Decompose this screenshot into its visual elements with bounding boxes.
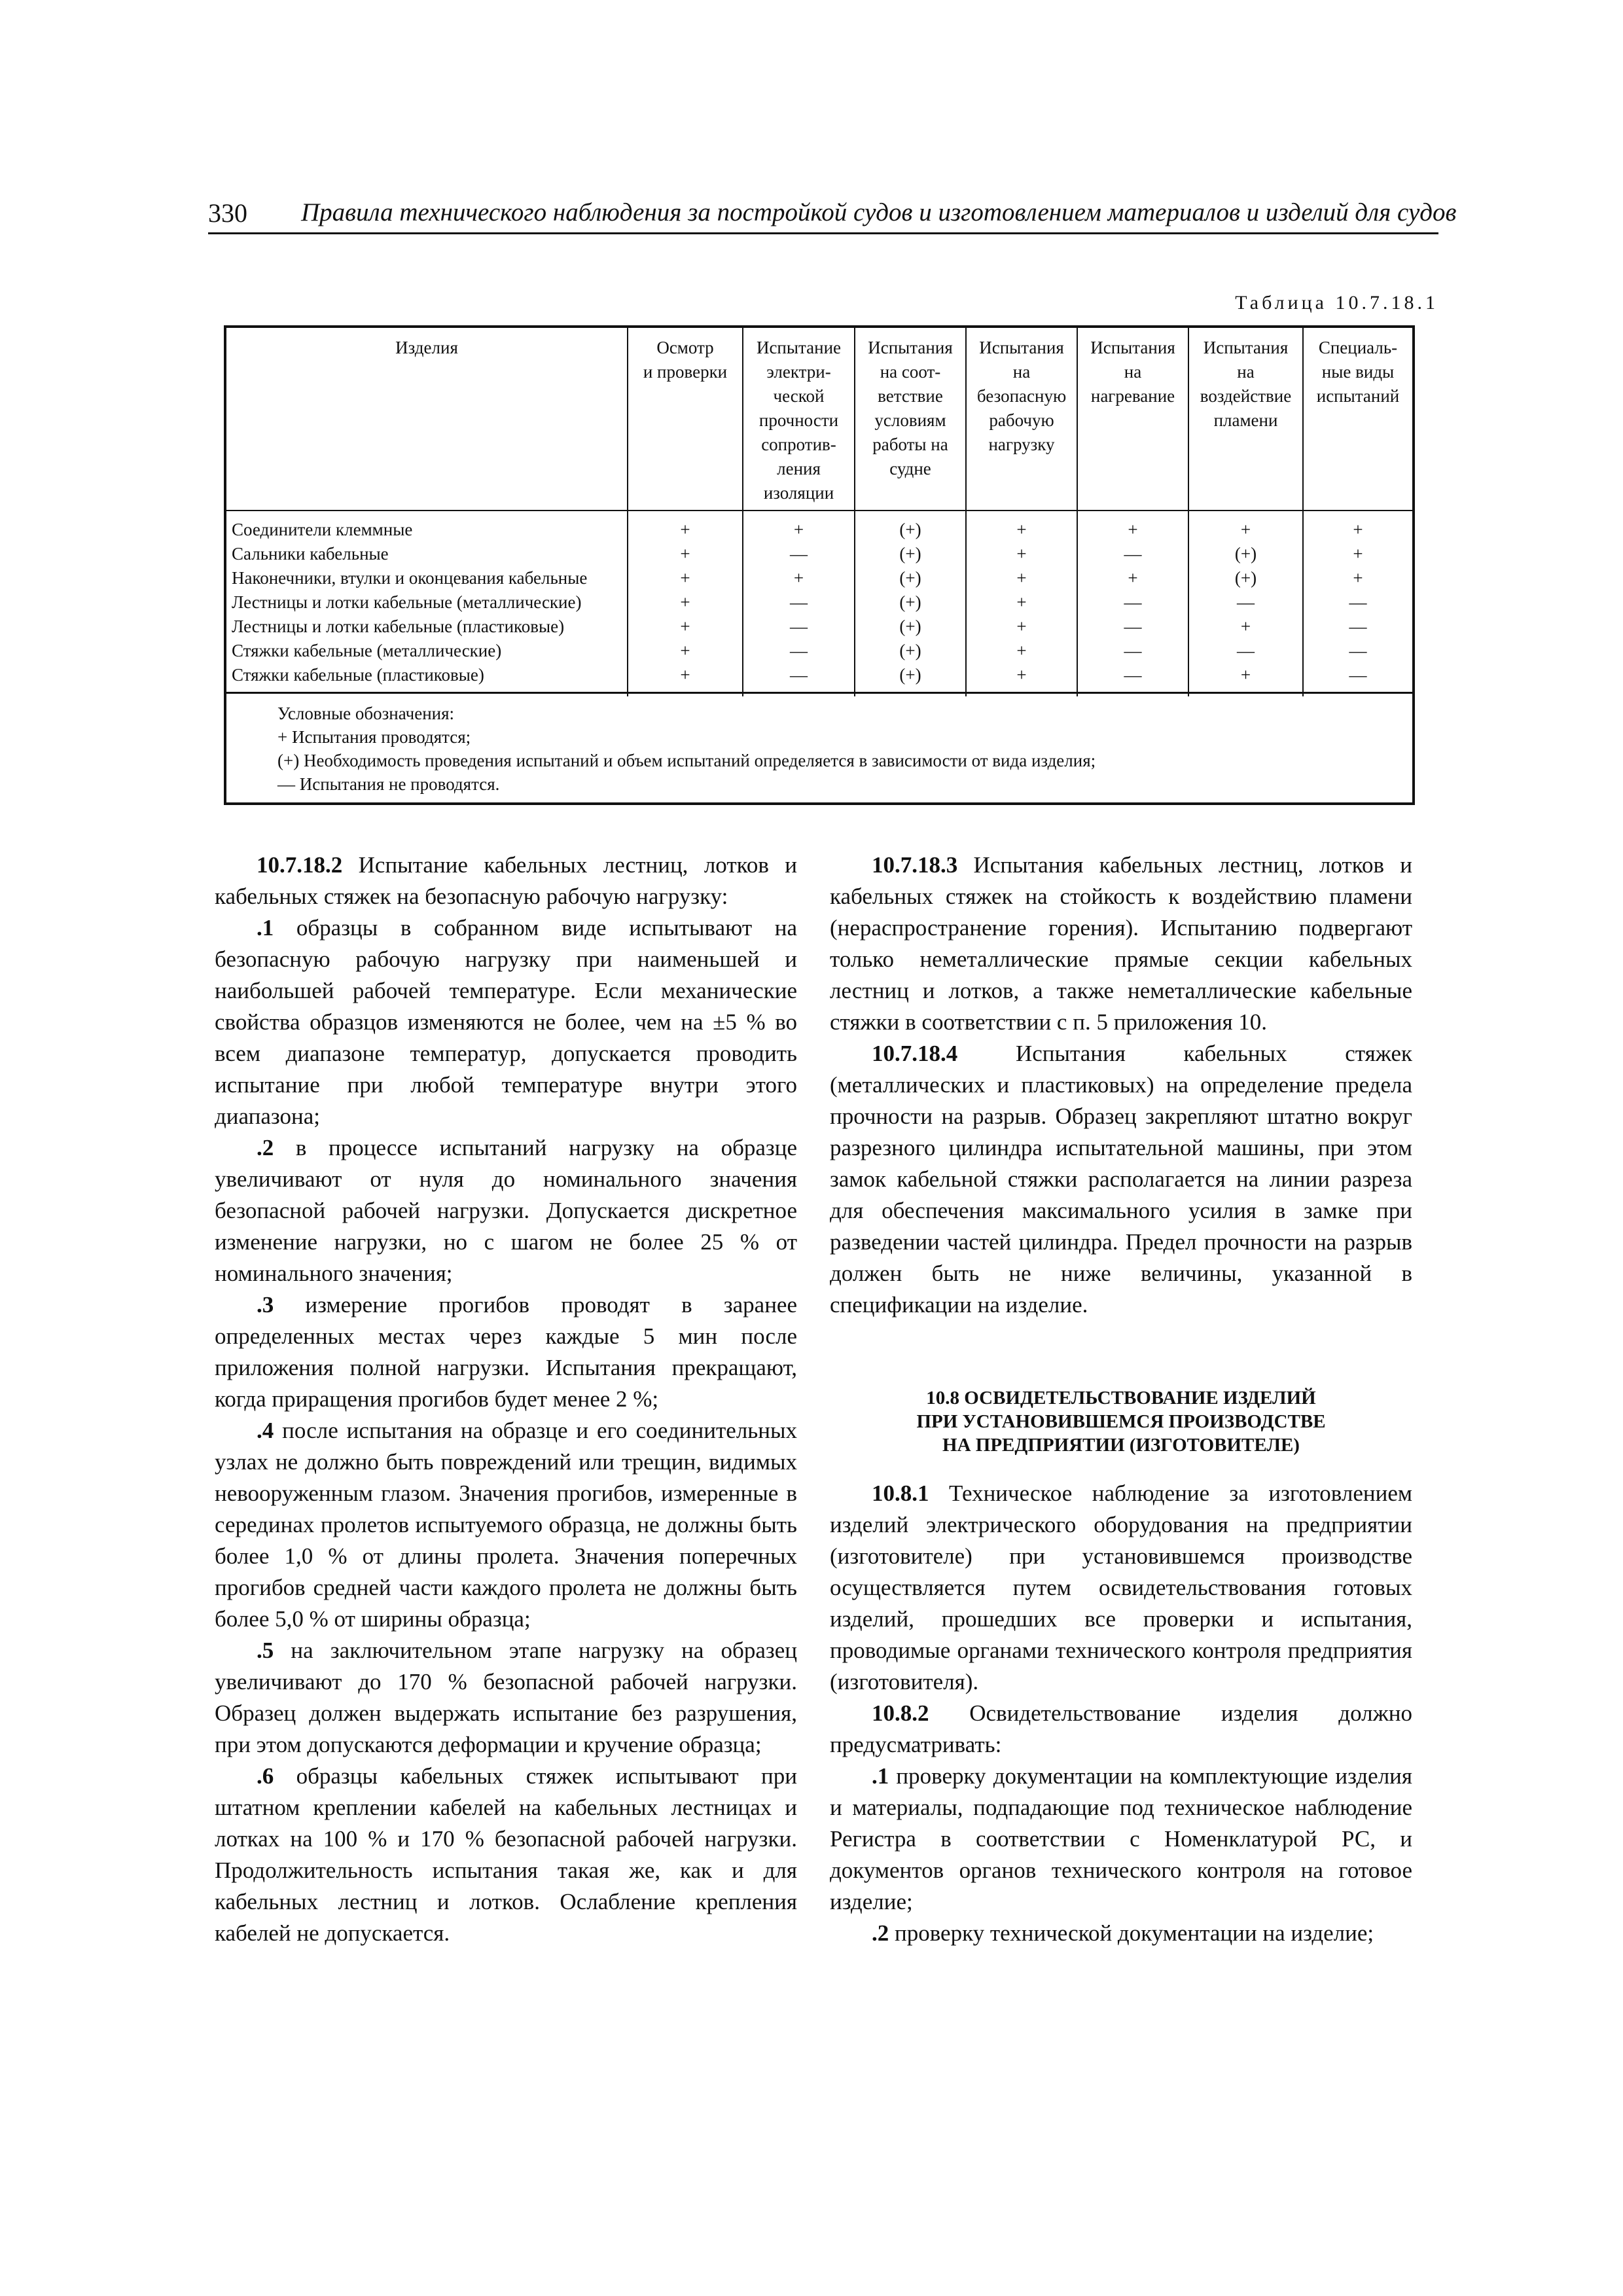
paragraph-text: на заключительном этапе нагрузку на образец увеличивают до 170 % безопасной рабочей нагрузки. Образец должен выдержать испытание без разрушения, при этом допускаются деформации и кручение образца; [215,1638,797,1757]
legend-line: (+) Необходимость проведения испытаний и объем испытаний определяется в зависимости от вида изделия; [277,751,1096,770]
paragraph-text: Техническое наблюдение за изготовлением изделий электрического оборудования на предприятии (изготовителе) при установившемся производстве осуществляется путем освидетельствования готовых изделий, прошедших все проверки и испытания, проводимые органами технического контроля предприятия (изготовителя). [830,1480,1412,1695]
test-mark-cell: + [1303,566,1412,590]
header-rule [208,232,1438,234]
table-row [226,615,1412,639]
column-header-line: и проверки [643,362,728,382]
paragraph [215,850,797,912]
column-header [1303,328,1412,511]
section-heading [830,1386,1412,1457]
paragraph-number: .6 [257,1763,274,1789]
test-mark-cell: + [1188,663,1303,696]
legend-line: Условные обозначения: [277,704,455,723]
paragraph-number: .3 [257,1292,274,1318]
test-mark-cell: — [1303,639,1412,663]
column-header-line: испытаний [1316,386,1400,406]
column-header-line: на [1237,362,1255,382]
column-header [226,328,628,511]
column-header-line: ные виды [1321,362,1395,382]
test-mark-cell: + [628,615,743,639]
column-header-line: ческой [773,386,825,406]
column-header-line: безопасную [976,386,1067,406]
table-legend [226,692,1412,802]
paragraph-text: Испытания кабельных лестниц, лотков и кабельных стяжек на стойкость к воздействию пламени (нераспространение горения). Испытанию подвергают только неметаллические прямые секции кабельных лестниц и лотков, а также неметаллические кабельные стяжки в соответствии с п. 5 приложения 10. [830,852,1412,1035]
paragraph [830,1038,1412,1321]
test-mark-cell: + [966,615,1077,639]
paragraph-text: Испытания кабельных стяжек (металлических и пластиковых) на определение предела прочности на разрыв. Образец закрепляют штатно вокруг разрезного цилиндра испытательной машины, при этом замок кабельной стяжки располагается на линии разреза для обеспечения максимального усилия в замке при разведении частей цилиндра. Предел прочности на разрыв должен быть не ниже величины, указанной в спецификации на изделие. [830,1041,1412,1318]
test-mark-cell: + [628,663,743,696]
test-mark-cell: (+) [855,663,966,696]
item-name-cell: Стяжки кабельные (пластиковые) [226,663,628,696]
item-name-cell: Сальники кабельные [226,542,628,566]
test-mark-cell: + [1077,511,1188,542]
test-mark-cell: + [1303,511,1412,542]
paragraph [215,1132,797,1289]
test-mark-cell: + [1188,511,1303,542]
section-heading-line: НА ПРЕДПРИЯТИИ (ИЗГОТОВИТЕЛЕ) [942,1435,1300,1456]
test-mark-cell: + [628,566,743,590]
test-mark-cell: + [628,590,743,615]
right-text-column [830,850,1412,1949]
column-header [966,328,1077,511]
test-mark-cell: — [1188,639,1303,663]
test-mark-cell: — [743,542,855,566]
column-header-line: на [1124,362,1142,382]
test-mark-cell: — [1077,615,1188,639]
legend-line: + Испытания проводятся; [277,727,471,747]
paragraph-text: проверку технической документации на изделие; [889,1920,1374,1946]
paragraph-text: в процессе испытаний нагрузку на образце увеличивают от нуля до номинального значения безопасной рабочей нагрузки. Допускается дискретное изменение нагрузки, но с шагом не более 25 % от номинального значения; [215,1135,797,1286]
section-heading-line: 10.8 ОСВИДЕТЕЛЬСТВОВАНИЕ ИЗДЕЛИЙ [926,1388,1316,1408]
test-mark-cell: + [628,639,743,663]
paragraph-number: .1 [872,1763,889,1789]
column-header-line: ветствие [878,386,943,406]
test-mark-cell: — [1303,663,1412,696]
table-row [226,590,1412,615]
table-row [226,511,1412,542]
test-mark-cell: + [966,590,1077,615]
item-name-cell: Лестницы и лотки кабельные (пластиковые) [226,615,628,639]
column-header-line: сопротив- [761,435,836,454]
paragraph-number: 10.7.18.2 [257,852,343,878]
paragraph-number: 10.7.18.4 [872,1041,958,1066]
legend-line: — Испытания не проводятся. [277,774,500,794]
paragraph [830,1918,1412,1949]
test-mark-cell: + [743,566,855,590]
page-number: 330 [208,198,247,228]
item-name-cell: Стяжки кабельные (металлические) [226,639,628,663]
paragraph-text: Освидетельствование изделия должно предусматривать: [830,1700,1412,1757]
tests-table [226,328,1412,696]
test-mark-cell: — [1077,663,1188,696]
running-title: Правила технического наблюдения за постройкой судов и изготовлением материалов и изделий для судов [301,198,1457,226]
test-mark-cell: (+) [855,590,966,615]
paragraph-text: измерение прогибов проводят в заранее определенных местах через каждые 5 мин после приложения полной нагрузки. Испытания прекращают, когда приращения прогибов будет менее 2 %; [215,1292,797,1412]
item-name-cell: Соединители клеммные [226,511,628,542]
paragraph-number: .4 [257,1418,274,1443]
paragraph [215,1415,797,1635]
column-header-line: Испытания [979,338,1064,357]
test-mark-cell: (+) [855,511,966,542]
test-mark-cell: + [628,511,743,542]
test-mark-cell: — [1077,542,1188,566]
test-mark-cell: — [1077,639,1188,663]
column-header-line: Испытание [756,338,842,357]
item-name-cell: Лестницы и лотки кабельные (металлические) [226,590,628,615]
paragraph [215,1635,797,1761]
test-mark-cell: — [1188,590,1303,615]
test-mark-cell: + [743,511,855,542]
table-row [226,639,1412,663]
table-row [226,566,1412,590]
column-header [628,328,743,511]
test-mark-cell: (+) [1188,566,1303,590]
column-header-line: Осмотр [656,338,714,357]
column-header-line: электри- [766,362,831,382]
column-header-line: Испытания [868,338,953,357]
paragraph-number: 10.7.18.3 [872,852,958,878]
column-header [1188,328,1303,511]
item-name-cell: Наконечники, втулки и оконцевания кабельные [226,566,628,590]
paragraph [830,1761,1412,1918]
paragraph-text: проверку документации на комплектующие изделия и материалы, подпадающие под техническое наблюдение Регистра в соответствии с Номенклатурой РС, и документов органов технического контроля на готовое изделие; [830,1763,1412,1914]
test-mark-cell: (+) [855,639,966,663]
column-header-line: на [1012,362,1031,382]
column-header-line: Испытания [1090,338,1175,357]
paragraph-text: образцы кабельных стяжек испытывают при штатном креплении кабелей на кабельных лестницах и лотках на 100 % и 170 % безопасной рабочей нагрузки. Продолжительность испытания такая же, как и для кабельных лестниц и лотков. Ослабление крепления кабелей не допускается. [215,1763,797,1946]
column-header-line: Испытания [1203,338,1289,357]
column-header-line: судне [889,459,931,478]
test-mark-cell: + [628,542,743,566]
test-mark-cell: — [743,615,855,639]
test-mark-cell: + [1303,542,1412,566]
paragraph-number: 10.8.2 [872,1700,929,1726]
column-header-line: нагревание [1090,386,1175,406]
test-mark-cell: — [743,639,855,663]
test-mark-cell: — [1303,590,1412,615]
paragraph-number: .5 [257,1638,274,1663]
column-header-line: ления [777,459,821,478]
column-header-line: пламени [1213,410,1278,430]
column-header-line: изоляции [763,483,834,503]
column-header-line: рабочую [989,410,1054,430]
paragraph [215,1289,797,1415]
test-mark-cell: — [1303,615,1412,639]
paragraph [830,850,1412,1038]
paragraph-text: после испытания на образце и его соединительных узлах не должно быть повреждений или трещин, видимых невооруженным глазом. Значения прогибов, измеренные в серединах пролетов испытуемого образца, не должны быть более 1,0 % от длины пролета. Значения поперечных прогибов средней части каждого пролета не должны быть более 5,0 % от ширины образца; [215,1418,797,1632]
test-mark-cell: + [1188,615,1303,639]
column-header [1077,328,1188,511]
table-frame [224,325,1415,805]
test-mark-cell: + [966,566,1077,590]
paragraph [215,912,797,1132]
test-mark-cell: — [743,590,855,615]
page-header [208,198,1457,234]
test-mark-cell: + [966,639,1077,663]
test-mark-cell: (+) [855,566,966,590]
table-header-row [226,328,1412,511]
column-header-line: воздействие [1200,386,1292,406]
paragraph [830,1698,1412,1761]
paragraph-text: Испытание кабельных лестниц, лотков и кабельных стяжек на безопасную рабочую нагрузку: [215,852,797,909]
column-header-line: прочности [758,410,839,430]
paragraph-number: .2 [257,1135,274,1160]
test-mark-cell: — [743,663,855,696]
test-mark-cell: (+) [855,542,966,566]
test-mark-cell: + [966,511,1077,542]
column-header [743,328,855,511]
test-mark-cell: + [966,663,1077,696]
left-text-column [215,850,797,1949]
column-header-line: нагрузку [988,435,1055,454]
test-mark-cell: — [1077,590,1188,615]
column-header-line: работы на [872,435,948,454]
table-row [226,542,1412,566]
column-header-line: Изделия [395,338,458,357]
column-header-line: условиям [874,410,946,430]
test-mark-cell: + [1077,566,1188,590]
paragraph-number: 10.8.1 [872,1480,929,1506]
test-mark-cell: + [966,542,1077,566]
paragraph-number: .1 [257,915,274,941]
paragraph-text: образцы в собранном виде испытывают на безопасную рабочую нагрузку при наименьшей и наибольшей рабочей температуре. Если механические свойства образцов изменяются не более, чем на ±5 % во всем диапазоне температур, допускается проводить испытание при любой температуре внутри этого диапазона; [215,915,797,1129]
test-mark-cell: (+) [1188,542,1303,566]
column-header [855,328,966,511]
paragraph [830,1478,1412,1698]
test-mark-cell: (+) [855,615,966,639]
column-header-line: Специаль- [1318,338,1398,357]
section-heading-line: ПРИ УСТАНОВИВШЕМСЯ ПРОИЗВОДСТВЕ [916,1411,1326,1432]
paragraph [215,1761,797,1949]
paragraph-number: .2 [872,1920,889,1946]
column-header-line: на соот- [880,362,941,382]
table-caption: Таблица 10.7.18.1 [1235,292,1438,314]
